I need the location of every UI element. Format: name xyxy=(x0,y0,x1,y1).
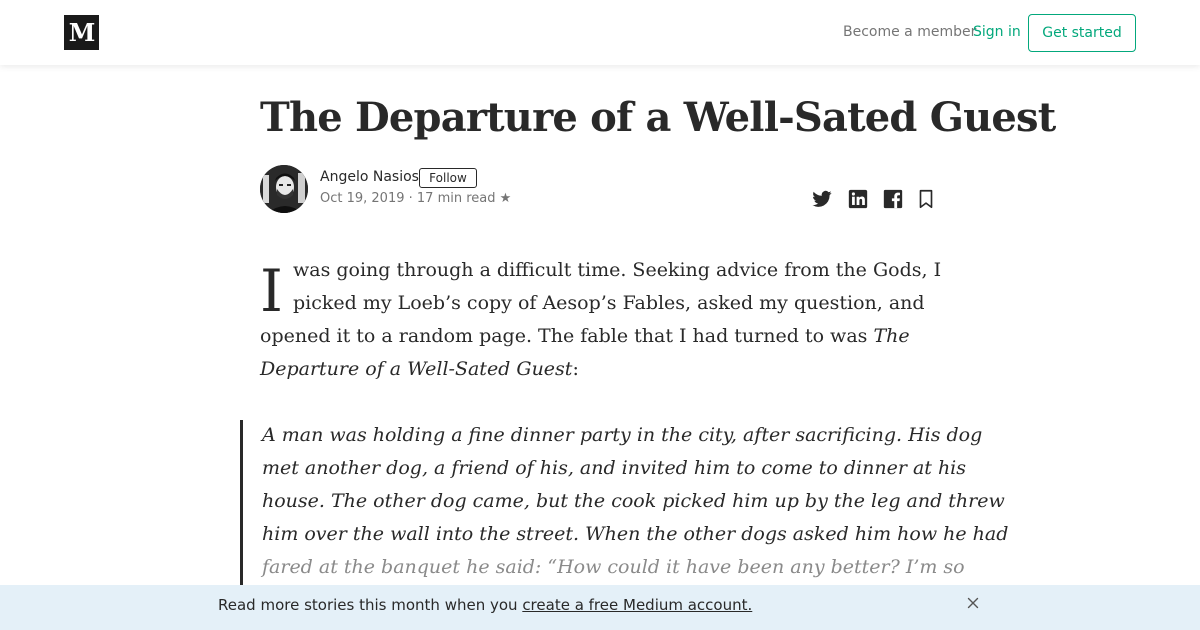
create-account-link[interactable]: create a free Medium account. xyxy=(522,596,753,614)
facebook-icon[interactable] xyxy=(882,188,904,210)
paragraph-text: opened it to a random page. The fable that I had turned to was xyxy=(260,325,874,347)
follow-button[interactable]: Follow xyxy=(419,168,477,188)
blockquote-line: house. The other dog came, but the cook picked him up by the leg and threw xyxy=(262,490,1005,512)
become-member-link[interactable]: Become a member xyxy=(843,24,977,40)
blockquote-line: him over the wall into the street. When the other dogs asked him how he had xyxy=(262,523,1009,545)
paragraph-line xyxy=(260,358,579,380)
drop-cap: I xyxy=(260,257,283,325)
blockquote-line: fared at the banquet he said: “How could it have been any better? I’m so xyxy=(262,556,965,578)
sign-in-link[interactable]: Sign in xyxy=(973,24,1021,40)
paragraph-line: was going through a difficult time. Seeking advice from the Gods, I xyxy=(293,259,942,281)
meta-separator: · xyxy=(408,191,417,206)
author-name[interactable]: Angelo Nasios xyxy=(320,169,419,185)
italic-fable-title: The xyxy=(873,325,910,347)
publish-date: Oct 19, 2019 xyxy=(320,191,405,206)
blockquote-bar xyxy=(240,420,243,590)
article-title: The Departure of a Well-Sated Guest xyxy=(260,94,1056,141)
blockquote-line: met another dog, a friend of his, and invited him to come to dinner at his xyxy=(262,457,967,479)
read-time: 17 min read xyxy=(416,191,496,206)
linkedin-icon[interactable] xyxy=(847,188,869,210)
member-star-icon: ★ xyxy=(499,191,512,206)
close-icon[interactable] xyxy=(964,594,982,612)
twitter-icon[interactable] xyxy=(811,188,833,210)
author-avatar[interactable] xyxy=(260,165,308,213)
get-started-button[interactable]: Get started xyxy=(1028,14,1136,52)
bookmark-icon[interactable] xyxy=(915,188,937,210)
banner-text: Read more stories this month when you xyxy=(218,596,523,614)
banner-message xyxy=(218,596,752,614)
blockquote-line: A man was holding a fine dinner party in the city, after sacrificing. His dog xyxy=(262,424,983,446)
article-meta xyxy=(320,191,511,206)
paragraph-line: picked my Loeb’s copy of Aesop’s Fables, asked my question, and xyxy=(293,292,925,314)
italic-fable-title: Departure of a Well-Sated Guest xyxy=(260,358,573,380)
paragraph-text: : xyxy=(572,358,579,380)
medium-logo[interactable]: M xyxy=(64,15,99,50)
paragraph-line xyxy=(260,325,910,347)
